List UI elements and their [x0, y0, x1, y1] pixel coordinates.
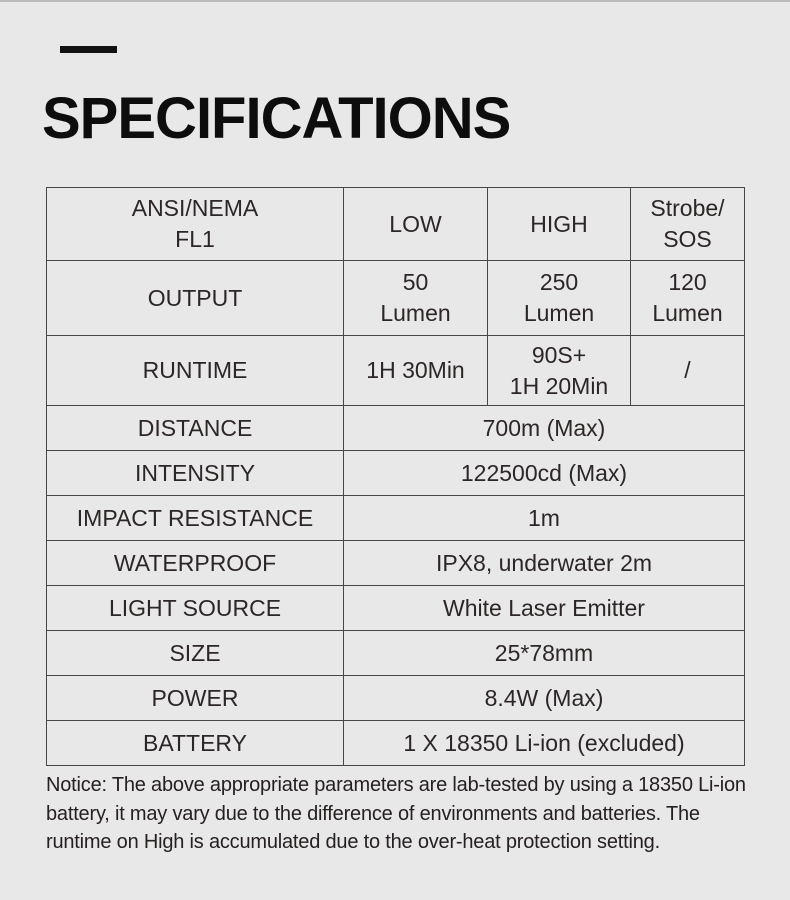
cell-runtime-high — [488, 336, 631, 406]
output-low-value: 50 — [402, 269, 429, 295]
spec-row-size — [47, 631, 745, 676]
cell-battery-label: BATTERY — [47, 721, 344, 766]
cell-header-high: HIGH — [488, 188, 631, 261]
cell-output-high — [488, 261, 631, 336]
spec-row-light-source — [47, 586, 745, 631]
cell-power-label: POWER — [47, 676, 344, 721]
cell-distance-label: DISTANCE — [47, 406, 344, 451]
cell-ansi-nema — [47, 188, 344, 261]
page-top-edge-line — [0, 0, 790, 2]
cell-size-value: 25*78mm — [344, 631, 745, 676]
cell-power-value: 8.4W (Max) — [344, 676, 745, 721]
spec-row-header — [47, 188, 745, 261]
output-low-unit: Lumen — [380, 300, 451, 326]
cell-impact-value: 1m — [344, 496, 745, 541]
cell-output-label: OUTPUT — [47, 261, 344, 336]
spec-row-output — [47, 261, 745, 336]
spec-row-impact-resistance — [47, 496, 745, 541]
cell-waterproof-value: IPX8, underwater 2m — [344, 541, 745, 586]
cell-runtime-strobe: / — [631, 336, 745, 406]
output-strobe-value: 120 — [668, 269, 707, 295]
spec-row-power — [47, 676, 745, 721]
ansi-line2: FL1 — [175, 226, 215, 252]
cell-runtime-low: 1H 30Min — [344, 336, 488, 406]
notice-text: Notice: The above appropriate parameters are lab-tested by using a 18350 Li-ion battery, it may vary due to the difference of environments and batteries. The runtime on High is accumulated due to the over-heat protection setting. — [46, 774, 746, 853]
cell-waterproof-label: WATERPROOF — [47, 541, 344, 586]
cell-distance-value: 700m (Max) — [344, 406, 745, 451]
heading-accent-bar — [60, 46, 117, 53]
ansi-line1: ANSI/NEMA — [131, 195, 259, 221]
cell-intensity-value: 122500cd (Max) — [344, 451, 745, 496]
cell-size-label: SIZE — [47, 631, 344, 676]
cell-battery-value: 1 X 18350 Li-ion (excluded) — [344, 721, 745, 766]
specifications-table — [46, 187, 745, 766]
spec-row-waterproof — [47, 541, 745, 586]
spec-row-distance — [47, 406, 745, 451]
strobe-line1: Strobe/ — [650, 195, 725, 221]
runtime-high-line2: 1H 20Min — [509, 372, 609, 399]
cell-impact-label: IMPACT RESISTANCE — [47, 496, 344, 541]
spec-row-intensity — [47, 451, 745, 496]
page-title: SPECIFICATIONS — [42, 86, 511, 151]
spec-row-runtime — [47, 336, 745, 406]
cell-header-strobe — [631, 188, 745, 261]
cell-runtime-label: RUNTIME — [47, 336, 344, 406]
cell-intensity-label: INTENSITY — [47, 451, 344, 496]
output-high-value: 250 — [539, 269, 579, 295]
output-strobe-unit: Lumen — [652, 300, 723, 326]
runtime-high-line1: 90S+ — [531, 341, 587, 368]
cell-output-strobe — [631, 261, 745, 336]
output-high-unit: Lumen — [523, 300, 595, 326]
cell-output-low — [344, 261, 488, 336]
cell-header-low: LOW — [344, 188, 488, 261]
cell-light-source-value: White Laser Emitter — [344, 586, 745, 631]
strobe-line2: SOS — [663, 226, 712, 252]
spec-row-battery — [47, 721, 745, 766]
cell-light-source-label: LIGHT SOURCE — [47, 586, 344, 631]
